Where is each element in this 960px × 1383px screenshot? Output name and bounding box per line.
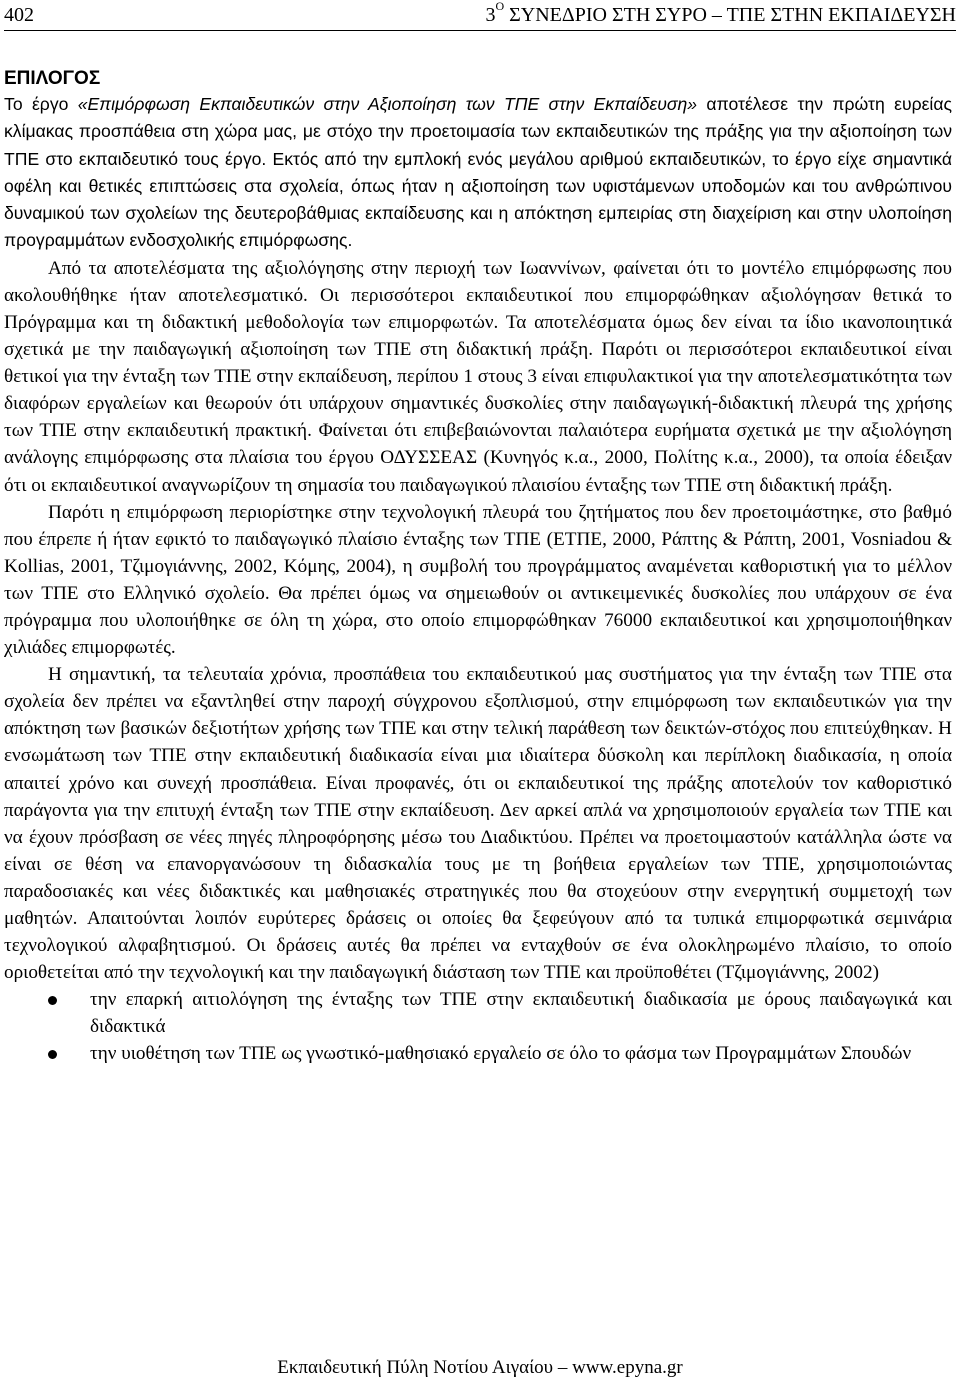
- list-item-text: την υιοθέτηση των ΤΠΕ ως γνωστικό-μαθησιακό εργαλείο σε όλο το φάσμα των Προγραμμάτων Σπουδών: [90, 1043, 912, 1065]
- conference-ordinal: Ο: [495, 0, 505, 13]
- paragraph-4: Η σημαντική, τα τελευταία χρόνια, προσπάθεια του εκπαιδευτικού μας συστήματος για την ένταξη των ΤΠΕ στα σχολεία δεν πρέπει να εξαντληθεί στην παροχή σύγχρονου εξοπλισμού, στην επιμόρφωση των εκπαιδευτικών για την απόκτηση των βασικών δεξιοτήτων χρήσης των ΤΠΕ και στην τελική παράθεση των δεικτών-στόχος που επιτεύχθηκαν. Η ενσωμάτωση των ΤΠΕ στην εκπαιδευτική διαδικασία είναι μια ιδιαίτερα δύσκολη και περίπλοκη διαδικασία, η οποία απαιτεί χρόνο και συνεχή προσπάθεια. Είναι προφανές, ότι οι εκπαιδευτικοί της πράξης αποτελούν τον καθοριστικό παράγοντα για την επιτυχή ένταξη των ΤΠΕ στην εκπαίδευση. Δεν αρκεί απλά να χρησιμοποιούν εργαλεία των ΤΠΕ και να έχουν πρόσβαση σε νέες πηγές πληροφόρησης μέσω του Διαδικτύου. Πρέπει να προετοιμαστούν κατάλληλα ώστε να είναι σε θέση να επανοργανώσουν τη διδασκαλία τους με τη βοήθεια εργαλείων των ΤΠΕ, χρησιμοποιώντας παραδοσιακές και νέες διδακτικές και μαθησιακές στρατηγικές που θα στοχεύουν στην ενεργητική συμμετοχή των μαθητών. Απαιτούνται λοιπόν ευρύτερες δράσεις οι οποίες θα ξεφεύγουν από τα τυπικά επιμορφωτικά σεμινάρια τεχνολογικού αλφαβητισμού. Οι δράσεις αυτές θα πρέπει να ενταχθούν σε ένα ολοκληρωμένο πλαίσιο, το οποίο οριοθετείται από την τεχνολογική και την παιδαγωγική διάσταση των ΤΠΕ και προϋποθέτει (Τζιμογιάννης, 2002): [4, 664, 952, 984]
- bullet-list: [4, 986, 952, 1067]
- section-title: ΕΠΙΛΟΓΟΣ: [4, 68, 101, 89]
- paragraph-1: [4, 91, 952, 255]
- conference-number: 3: [485, 4, 496, 26]
- conference-title: [485, 2, 956, 28]
- running-header: [4, 2, 956, 28]
- paragraph-1-start: Το έργο: [4, 94, 78, 114]
- paragraph-2: Από τα αποτελέσματα της αξιολόγησης στην περιοχή των Ιωαννίνων, φαίνεται ότι το μοντέλο επιμόρφωσης που ακολουθήθηκε ήταν αποτελεσματικό. Οι περισσότεροι εκπαιδευτικοί που επιμορφώθηκαν αξιολόγησαν θετικά το Πρόγραμμα και τη διδακτική μεθοδολογία των επιμορφωτών. Τα αποτελέσματα όμως δεν είναι τα ίδιο ικανοποιητικά σχετικά με την παιδαγωγική αξιοποίηση των ΤΠΕ στη διδακτική πράξη. Παρότι οι περισσότεροι εκπαιδευτικοί είναι θετικοί για την ένταξη των ΤΠΕ στην εκπαίδευση, περίπου 1 στους 3 είναι επιφυλακτικοί για την αποτελεσματικότητα των διαφόρων εργαλείων και θεωρούν ότι υπάρχουν σημαντικές δυσκολίες στην παιδαγωγική-διδακτική πλευρά της χρήσης των ΤΠΕ στην εκπαιδευτική πρακτική. Φαίνεται ότι επιβεβαιώνονται παλαιότερα ευρήματα σχετικά με την αξιολόγηση ανάλογης επιμόρφωσης στα πλαίσια του έργου ΟΔΥΣΣΕΑΣ (Κυνηγός κ.α., 2000, Πολίτης κ.α., 2000), τα οποία έδειξαν ότι οι εκπαιδευτικοί αναγνωρίζουν τη σημασία του παιδαγωγικού πλαισίου ένταξης των ΤΠΕ στη διδακτική πράξη.: [4, 257, 952, 496]
- bullet-icon: [48, 996, 57, 1005]
- list-item: [4, 1040, 952, 1067]
- page-number: 402: [4, 4, 34, 26]
- page-footer: Εκπαιδευτική Πύλη Νοτίου Αιγαίου – www.epyna.gr: [277, 1357, 683, 1378]
- bullet-icon: [48, 1050, 57, 1059]
- header-rule: [4, 30, 956, 31]
- article-body: [4, 66, 952, 1067]
- conference-name: ΣΥΝΕΔΡΙΟ ΣΤΗ ΣΥΡΟ – ΤΠΕ ΣΤΗΝ ΕΚΠΑΙΔΕΥΣΗ: [504, 4, 956, 26]
- paragraph-3: Παρότι η επιμόρφωση περιορίστηκε στην τεχνολογική πλευρά του ζητήματος που δεν προετοιμάστηκε, στο βαθμό που έπρεπε ή ήταν εφικτό το παιδαγωγικό πλαίσιο ένταξης των ΤΠΕ (ΕΤΠΕ, 2000, Ράπτης & Ράπτη, 2001, Vosniadou & Kollias, 2001, Τζιμογιάννης, 2002, Κόμης, 2004), η συμβολή του προγράμματος αναμένεται καθοριστική για το μέλλον των ΤΠΕ στο Ελληνικό σχολείο. Θα πρέπει όμως να σημειωθούν οι αντικειμενικές δυσκολίες που υπάρχουν σε ένα πρόγραμμα που υλοποιήθηκε σε όλη τη χώρα, στο οποίο επιμορφώθηκαν 76000 εκπαιδευτικοί και χρησιμοποιήθηκαν χιλιάδες επιμορφωτές.: [4, 501, 952, 659]
- list-item: [4, 986, 952, 1040]
- project-title: «Επιμόρφωση Εκπαιδευτικών στην Αξιοποίηση των ΤΠΕ στην Εκπαίδευση»: [77, 94, 698, 114]
- paragraph-1-rest: αποτέλεσε την πρώτη ευρείας κλίμακας προσπάθεια στη χώρα μας, με στόχο την προετοιμασία των εκπαιδευτικών της πράξης για την αξιοποίηση των ΤΠΕ στο εκπαιδευτικό τους έργο. Εκτός από την εμπλοκή ενός μεγάλου αριθμού εκπαιδευτικών, το έργο είχε σημαντικά οφέλη και θετικές επιπτώσεις στα σχολεία, όπως ήταν η αξιοποίηση των υφιστάμενων υποδομών και του ανθρώπινου δυναμικού των σχολείων της δευτεροβάθμιας εκπαίδευσης και η απόκτηση εμπειρίας στη διαχείριση και στην υλοποίηση προγραμμάτων ενδοσχολικής επιμόρφωσης.: [4, 94, 952, 251]
- list-item-text: την επαρκή αιτιολόγηση της ένταξης των ΤΠΕ στην εκπαιδευτική διαδικασία με όρους παιδαγωγικά και διδακτικά: [90, 989, 952, 1038]
